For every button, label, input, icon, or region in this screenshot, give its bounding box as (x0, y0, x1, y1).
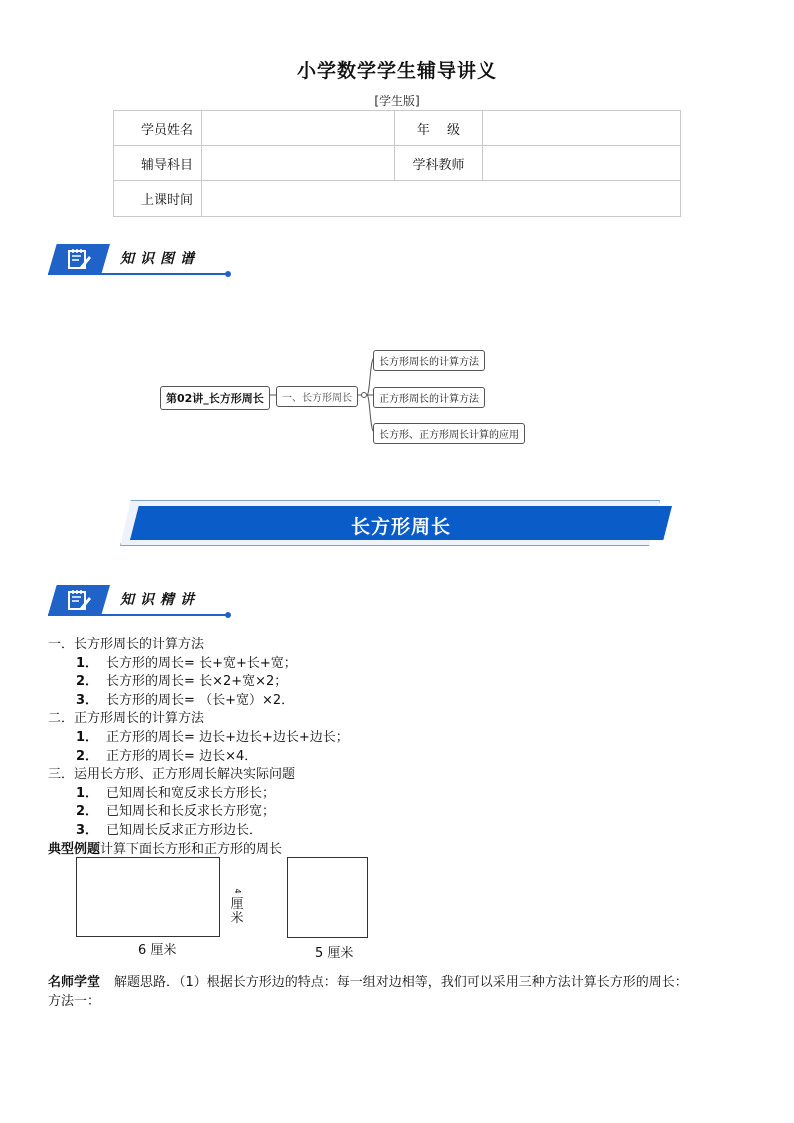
item-number: 2． (76, 748, 99, 764)
banner-title: 长方形周长 (350, 516, 451, 538)
class-time-label: 上课时间 (114, 181, 202, 217)
edition-label: [学生版] (374, 94, 420, 108)
list-item (48, 822, 748, 841)
list-item (48, 673, 748, 692)
heading-square-method: 二．正方形周长的计算方法 (48, 711, 205, 727)
subject-field[interactable] (202, 146, 395, 181)
teacher-notes (48, 973, 758, 1011)
square-side-label: 5 厘米 (315, 946, 354, 961)
list-item (48, 729, 748, 748)
teacher-field[interactable] (483, 146, 681, 181)
section-underline-dot (225, 271, 231, 277)
item-text: 已知周长反求正方形边长． (106, 822, 263, 838)
list-item (48, 785, 748, 804)
item-text: 长方形的周长= （长+宽）×2． (106, 692, 295, 708)
class-time-field[interactable] (202, 181, 681, 217)
item-text: 已知周长和长反求长方形宽； (106, 804, 276, 820)
student-name-label: 学员姓名 (114, 111, 202, 146)
example-label: 典型例题 (48, 841, 101, 857)
mind-map-leaf: 长方形、正方形周长计算的应用 (373, 423, 525, 444)
mind-map-leaf: 正方形周长的计算方法 (373, 387, 485, 408)
item-text: 长方形的周长= 长+宽+长+宽； (106, 655, 297, 671)
section-header-knowledge-map (48, 244, 233, 280)
notepad-icon (48, 244, 110, 274)
section-underline (48, 273, 228, 275)
rectangle-height-number: 4 (233, 888, 242, 894)
item-number: 1． (76, 785, 99, 801)
item-text: 正方形的周长= 边长×4． (106, 748, 258, 764)
heading-rectangle-method: 一．长方形周长的计算方法 (48, 637, 205, 652)
item-text: 已知周长和宽反求长方形长； (106, 785, 276, 801)
mind-map-branch: 一、长方形周长 (276, 386, 358, 407)
page-title: 小学数学学生辅导讲义 (296, 60, 497, 82)
chapter-banner (120, 500, 675, 550)
mind-map (0, 330, 794, 460)
subject-label: 辅导科目 (114, 146, 202, 181)
rectangle-figure (76, 857, 220, 937)
rectangle-height-label (230, 884, 244, 926)
section-label: 知识图谱 (120, 251, 200, 267)
item-number: 1． (76, 655, 99, 671)
grade-label: 年 级 (395, 111, 483, 146)
notes-method-line: 方法一： (48, 994, 101, 1009)
section-underline (48, 614, 228, 616)
item-number: 3． (76, 692, 99, 708)
mind-map-leaf: 长方形周长的计算方法 (373, 350, 485, 371)
item-number: 2． (76, 804, 99, 820)
rectangle-height-unit: 厘米 (230, 897, 244, 926)
item-number: 1． (76, 729, 99, 745)
list-item (48, 748, 748, 767)
item-number: 3． (76, 822, 99, 838)
section-underline-dot (225, 612, 231, 618)
teacher-label: 学科教师 (395, 146, 483, 181)
item-text: 正方形的周长= 边长+边长+边长+边长； (106, 729, 349, 745)
example-text: 计算下面长方形和正方形的周长 (100, 841, 283, 857)
list-item (48, 803, 748, 822)
section-label: 知识精讲 (120, 592, 200, 608)
rectangle-width-label: 6 厘米 (138, 943, 177, 958)
notes-label: 名师学堂 (48, 975, 101, 990)
list-item (48, 655, 748, 674)
student-info-table (113, 110, 681, 217)
section-header-knowledge-lecture (48, 585, 233, 621)
notepad-icon (48, 585, 110, 615)
notes-text: 解题思路．（1）根据长方形边的特点：每一组对边相等，我们可以采用三种方法计算长方形的周长： (114, 975, 688, 990)
item-number: 2． (76, 674, 99, 690)
item-text: 长方形的周长= 长×2+宽×2； (106, 674, 288, 690)
list-item (48, 692, 748, 711)
student-name-field[interactable] (202, 111, 395, 146)
heading-application: 三．运用长方形、正方形周长解决实际问题 (48, 767, 296, 783)
lecture-content (48, 636, 748, 859)
notes-line (48, 973, 758, 992)
square-figure (287, 857, 368, 938)
grade-field[interactable] (483, 111, 681, 146)
mind-map-root: 第02讲_长方形周长 (160, 386, 270, 410)
